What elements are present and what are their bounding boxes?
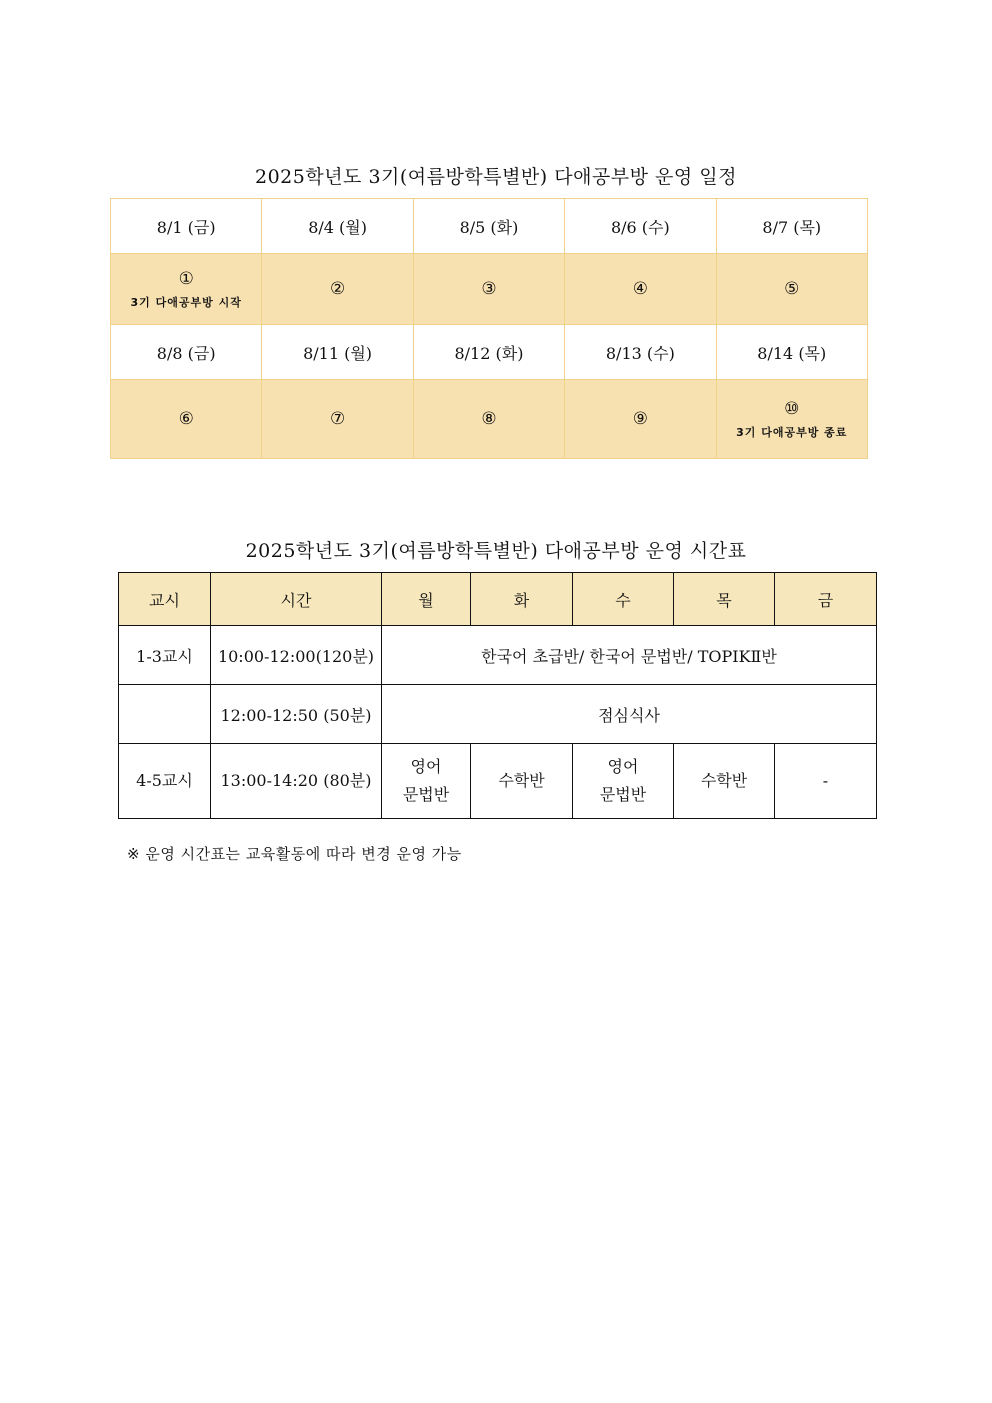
date-cell: 8/12 (화) [413,325,564,380]
session-cell [716,380,867,459]
date-cell: 8/11 (월) [262,325,413,380]
session-number: ④ [632,279,648,299]
session-number: ⑧ [481,409,497,429]
date-cell: 8/13 (수) [565,325,716,380]
class-line: 수학반 [498,771,545,790]
period-cell: 4-5교시 [119,744,211,819]
session-cell [111,380,262,459]
class-line: 문법반 [599,785,647,804]
footnote: ※ 운영 시간표는 교육활동에 따라 변경 운영 가능 [127,845,462,863]
table-row [119,685,877,744]
period-cell [119,685,211,744]
session-number: ⑤ [784,279,800,299]
time-cell: 12:00-12:50 (50분) [211,685,382,744]
timetable-header-row [119,573,877,626]
date-cell: 8/14 (목) [716,325,867,380]
header-mon: 월 [382,573,471,626]
class-merged-cell: 한국어 초급반/ 한국어 문법반/ TOPIKⅡ반 [382,626,877,685]
date-cell: 8/8 (금) [111,325,262,380]
schedule-week1-dates [111,199,868,254]
header-time: 시간 [211,573,382,626]
period-cell: 1-3교시 [119,626,211,685]
time-cell: 13:00-14:20 (80분) [211,744,382,819]
session-number: ② [329,279,346,299]
class-line: 영어 [410,757,442,776]
table-row [119,626,877,685]
session-number: ⑨ [632,409,648,429]
class-cell-mon [382,744,471,819]
date-cell: 8/4 (월) [262,199,413,254]
session-cell [262,254,413,325]
class-line: 영어 [607,757,639,776]
header-wed: 수 [573,573,674,626]
session-cell [111,254,262,325]
start-note: 3기 다애공부방 시작 [130,296,242,309]
session-cell [413,380,564,459]
date-cell: 8/1 (금) [111,199,262,254]
session-number: ③ [481,279,497,299]
end-note: 3기 다애공부방 종료 [736,426,848,439]
date-cell: 8/6 (수) [565,199,716,254]
schedule-table [110,198,868,459]
class-line: - [822,771,829,790]
class-line: 문법반 [402,785,450,804]
schedule-week2-marks [111,380,868,459]
session-cell [262,380,413,459]
session-number: ① [178,269,194,289]
session-cell [716,254,867,325]
timetable-table [118,572,877,819]
class-line: 수학반 [700,771,748,790]
session-number: ⑩ [784,399,800,419]
schedule-week1-marks [111,254,868,325]
class-cell-fri [775,744,877,819]
header-period: 교시 [119,573,211,626]
session-cell [413,254,564,325]
date-cell: 8/5 (화) [413,199,564,254]
header-tue: 화 [471,573,573,626]
session-number: ⑦ [329,409,346,429]
schedule-week2-dates [111,325,868,380]
class-cell-wed [573,744,674,819]
session-cell [565,254,716,325]
session-number: ⑥ [178,409,194,429]
date-cell: 8/7 (목) [716,199,867,254]
table-row [119,744,877,819]
schedule-title: 2025학년도 3기(여름방학특별반) 다애공부방 운영 일정 [254,166,737,188]
session-cell [565,380,716,459]
lunch-cell: 점심식사 [382,685,877,744]
time-cell: 10:00-12:00(120분) [211,626,382,685]
class-cell-thu [674,744,775,819]
timetable-title: 2025학년도 3기(여름방학특별반) 다애공부방 운영 시간표 [245,540,747,562]
header-thu: 목 [674,573,775,626]
class-cell-tue [471,744,573,819]
header-fri: 금 [775,573,877,626]
